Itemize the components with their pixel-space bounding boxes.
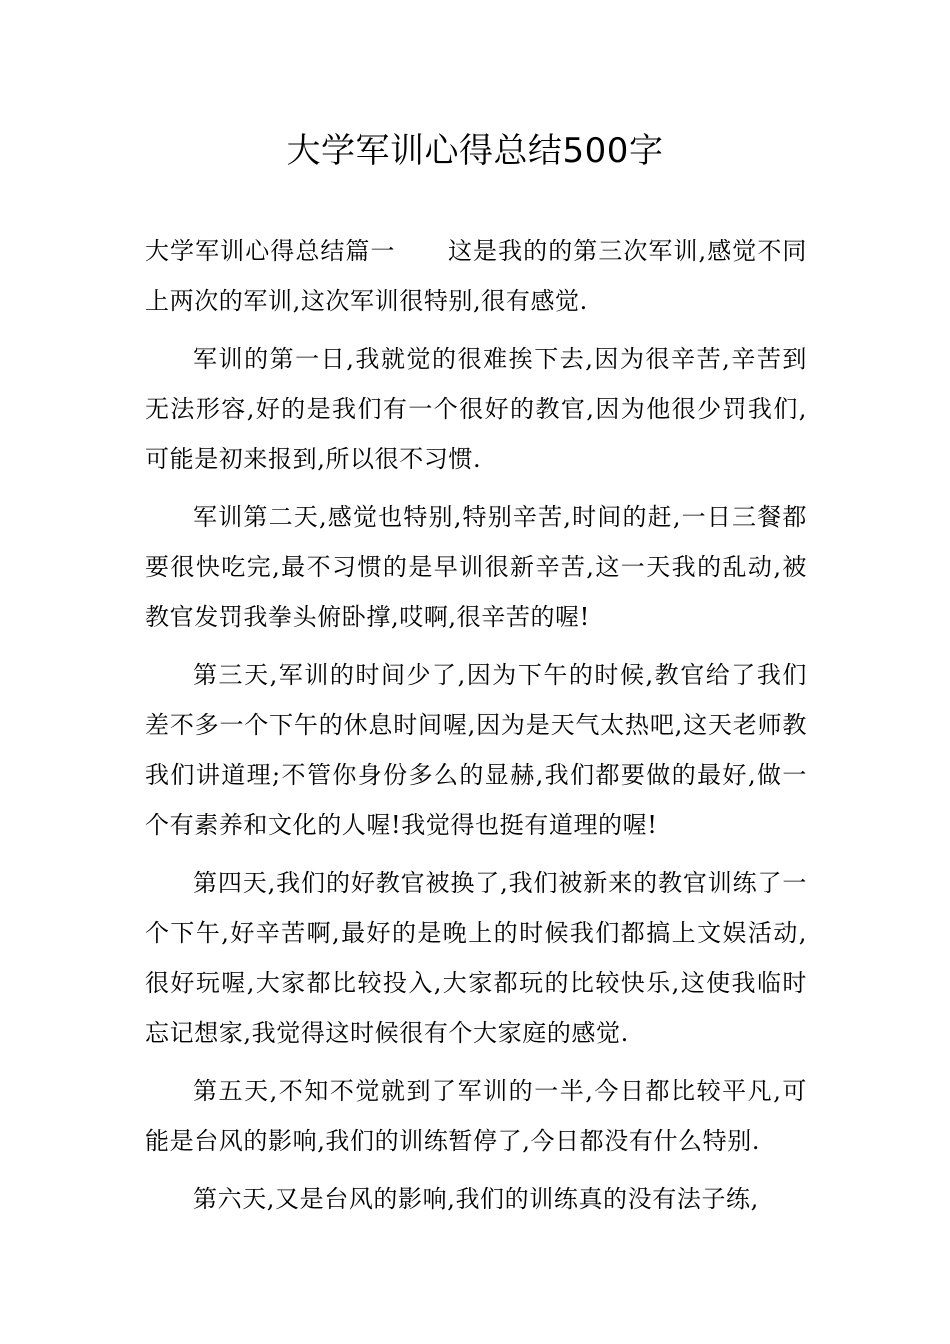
document-body <box>145 226 807 1232</box>
paragraph-day-3: 第三天,军训的时间少了,因为下午的时候,教官给了我们差不多一个下午的休息时间喔,因为是天气太热吧,这天老师教我们讲道理;不管你身份多么的显赫,我们都要做的最好,做一个有素养和文化的人喔!我觉得也挺有道理的喔! <box>145 661 807 839</box>
paragraph-day-1: 军训的第一日,我就觉的很难挨下去,因为很辛苦,辛苦到无法形容,好的是我们有一个很好的教官,因为他很少罚我们,可能是初来报到,所以很不习惯. <box>145 345 807 473</box>
intro-text: 这是我的的第三次军训,感觉不同上两次的军训,这次军训很特别,很有感觉. <box>145 237 807 315</box>
paragraph-day-2: 军训第二天,感觉也特别,特别辛苦,时间的赶,一日三餐都要很快吃完,最不习惯的是早训很新辛苦,这一天我的乱动,被教官发罚我拳头俯卧撑,哎啊,很辛苦的喔! <box>145 503 807 631</box>
paragraph-day-4: 第四天,我们的好教官被换了,我们被新来的教官训练了一个下午,好辛苦啊,最好的是晚上的时候我们都搞上文娱活动,很好玩喔,大家都比较投入,大家都玩的比较快乐,这使我临时忘记想家,我觉得这时候很有个大家庭的感觉. <box>145 869 807 1047</box>
intro-paragraph <box>145 226 807 326</box>
paragraph-day-6: 第六天,又是台风的影响,我们的训练真的没有法子练, <box>193 1185 759 1213</box>
document-title: 大学军训心得总结500字 <box>286 131 664 171</box>
section-heading: 大学军训心得总结篇一 <box>145 237 396 265</box>
paragraph-day-5: 第五天,不知不觉就到了军训的一半,今日都比较平凡,可能是台风的影响,我们的训练暂停了,今日都没有什么特别. <box>145 1077 807 1155</box>
